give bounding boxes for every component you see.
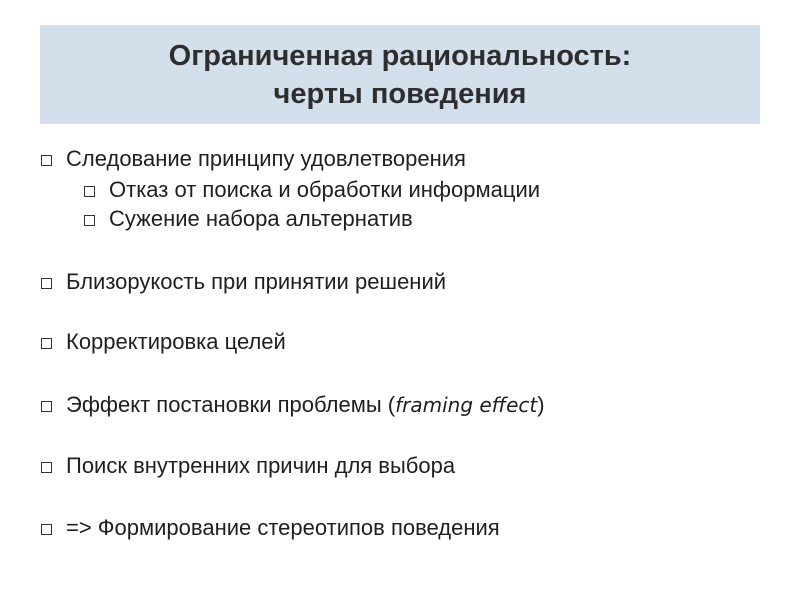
slide-title-line-2: черты поведения (273, 77, 527, 110)
bullet-label-italic: framing effect (395, 393, 538, 417)
bullet-item-satisficing (41, 145, 466, 173)
checkbox-square-icon (41, 278, 52, 289)
bullet-item-goal-adjustment (41, 328, 286, 356)
slide-title-line-1: Ограниченная рациональность: (168, 39, 632, 72)
checkbox-square-icon (41, 462, 52, 473)
bullet-label (66, 391, 545, 419)
bullet-label: => Формирование стереотипов поведения (66, 515, 500, 540)
sub-bullet-item-alternatives-narrowing (84, 205, 413, 233)
checkbox-square-icon (84, 215, 95, 226)
bullet-label: Близорукость при принятии решений (66, 269, 447, 294)
bullet-item-stereotypes (41, 514, 500, 542)
checkbox-square-icon (41, 401, 52, 412)
checkbox-square-icon (41, 524, 52, 535)
checkbox-square-icon (84, 186, 95, 197)
bullet-label: Корректировка целей (66, 329, 286, 354)
checkbox-square-icon (41, 338, 52, 349)
bullet-item-internal-causes (41, 452, 455, 480)
checkbox-square-icon (41, 155, 52, 166)
sub-bullet-item-search-refusal (84, 176, 540, 204)
bullet-item-myopia (41, 268, 446, 296)
bullet-label-prefix: Эффект постановки проблемы ( (66, 392, 396, 417)
bullet-label: Поиск внутренних причин для выбора (66, 453, 456, 478)
bullet-item-framing-effect (41, 391, 545, 419)
bullet-label: Отказ от поиска и обработки информации (109, 177, 541, 202)
bullet-label: Сужение набора альтернатив (109, 206, 413, 231)
bullet-label: Следование принципу удовлетворения (66, 146, 466, 171)
title-band (40, 25, 760, 124)
bullet-label-suffix: ) (537, 392, 545, 417)
